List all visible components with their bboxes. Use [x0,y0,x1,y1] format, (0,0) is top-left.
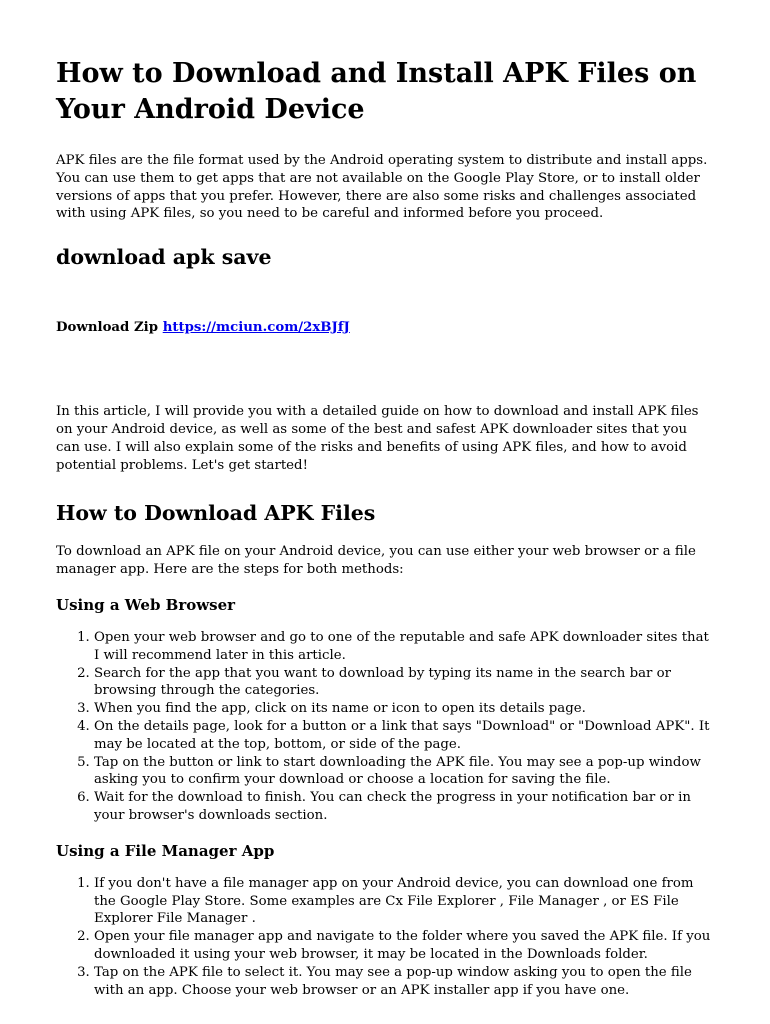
web-browser-steps [56,629,714,825]
page-title: How to Download and Install APK Files on Your Android Device [56,58,697,125]
list-item: 1. If you don't have a file manager app on your Android device, you can download one from the Google Play Store. Some examples are Cx File Explorer , File Manager , or ES File Explorer File Manager . [94,875,714,928]
list-item: 3. When you find the app, click on its name or icon to open its details page. [94,700,714,718]
list-item: 2. Search for the app that you want to download by typing its name in the search bar or browsing through the categories. [94,665,714,701]
list-item: 5. Tap on the button or link to start downloading the APK file. You may see a pop-up window asking you to confirm your download or choose a location for saving the file. [94,754,714,790]
how-section-heading: How to Download APK Files [56,501,376,526]
list-item: 6. Wait for the download to finish. You can check the progress in your notification bar or in your browser's downloads section. [94,789,714,825]
download-label: Download Zip [56,320,159,336]
download-link[interactable]: https://mciun.com/2xBJfJ [162,320,350,336]
how-section-lead: To download an APK file on your Android device, you can use either your web browser or a file manager app. Here are the steps for both methods: [56,544,696,578]
list-item: 3. Tap on the APK file to select it. You may see a pop-up window asking you to open the file with an app. Choose your web browser or an APK installer app if you have one. [94,964,714,1000]
intro-paragraph: APK files are the file format used by the Android operating system to distribute and install apps. You can use them to get apps that are not available on the Google Play Store, or to install older versions of apps that you prefer. However, there are also some risks and challenges associated with using APK files, so you need to be careful and informed before you proceed. [56,153,708,222]
article-lead-paragraph: In this article, I will provide you with a detailed guide on how to download and install APK files on your Android device, as well as some of the best and safest APK downloader sites that you can use. I will also explain some of the risks and benefits of using APK files, and how to avoid potential problems. Let's get started! [56,404,699,473]
file-manager-steps [56,875,714,1000]
list-item: 4. On the details page, look for a button or a link that says "Download" or "Download APK". It may be located at the top, bottom, or side of the page. [94,718,714,754]
web-browser-heading: Using a Web Browser [56,595,236,614]
subtitle-heading: download apk save [56,245,272,270]
download-line [56,319,714,337]
list-item: 2. Open your file manager app and navigate to the folder where you saved the APK file. If you downloaded it using your web browser, it may be located in the Downloads folder. [94,928,714,964]
list-item: 1. Open your web browser and go to one of the reputable and safe APK downloader sites that I will recommend later in this article. [94,629,714,665]
file-manager-heading: Using a File Manager App [56,841,275,860]
